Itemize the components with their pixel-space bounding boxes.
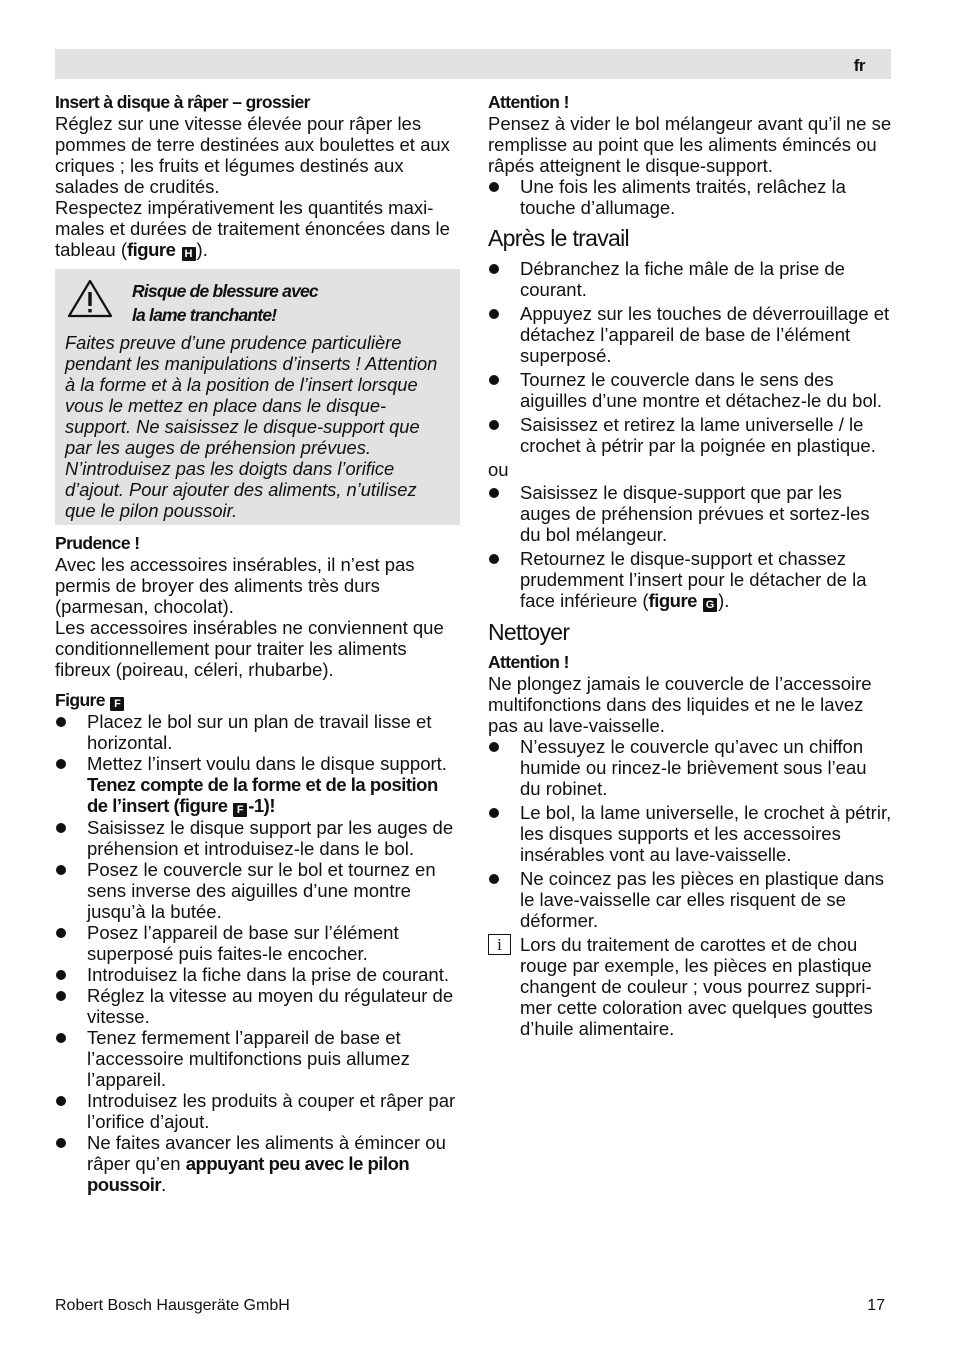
bullet-dot-icon [489,554,499,564]
right-column [488,92,892,1039]
list-item [488,369,892,411]
warning-triangle-icon [66,278,114,320]
bullet-dot-icon [56,717,66,727]
list-item-text: ). [718,590,730,611]
prudence-text-1: Avec les accessoires insérables, il n’est pas permis de broyer des aliments très durs (parmesan, chocolat). [55,554,415,617]
prudence-heading: Prudence ! [55,533,140,553]
bullet-dot-icon [56,970,66,980]
nettoyer-text: Ne plongez jamais le couvercle de l’accessoire multifonctions dans des liquides et ne le lavez pas au lave-vaisselle. [488,673,872,736]
list-item-text: Introduisez les produits à couper et râper par l’orifice d’ajout. [87,1090,456,1132]
info-text: Lors du traitement de carottes et de chou rouge par exemple, les pièces en plastique changent de couleur ; vous pourrez supprimer cette coloration avec quelques gouttes d’huile alimentaire. [520,934,873,1039]
list-item-text: Tenez fermement l’appareil de base et l’accessoire multifonctions puis allumez l’appareil. [87,1027,410,1090]
list-item [55,964,459,985]
apres-list [488,258,892,456]
insert-heading: Insert à disque à râper – grossier [55,92,310,112]
insert-text: Réglez sur une vitesse élevée pour râper les pommes de terre destinées aux boulettes et aux criques ; les fruits et légumes destinés aux salades de crudités. [55,113,450,197]
insert-text-2a: Respectez impérativement les quantités maximales et durées de traitement énoncées dans le tableau ( [55,197,450,260]
bullet-dot-icon [56,1033,66,1043]
figure-heading-label: Figure [55,690,105,710]
bullet-dot-icon [56,865,66,875]
list-item [488,258,892,300]
header-bar [55,49,891,79]
figure-steps-list [55,711,459,1195]
figure-letter-badge: F [233,803,247,817]
list-item-text: Introduisez la fiche dans la prise de courant. [87,964,449,985]
warning-box [55,269,460,525]
list-item-text: Une fois les aliments traités, relâchez la touche d’allumage. [520,176,846,218]
list-item-text: Posez l’appareil de base sur l’élément superposé puis faites-le encocher. [87,922,399,964]
figure-ref-word: figure [127,239,176,260]
list-item-text: Ne faites avancer les aliments à émincer ou râper qu’en [87,1132,446,1174]
nettoyer-title: Nettoyer [488,619,570,645]
nettoyer-attention-heading: Attention ! [488,652,569,672]
list-item-text: Retournez le disque-support et chassez prudemment l’insert pour le détacher de la face inférieure ( [520,548,867,611]
figure-heading [55,690,459,711]
warning-title [132,279,318,327]
list-item-text: N’essuyez le couvercle qu’avec un chiffon humide ou rincez-le brièvement sous l’eau du robinet. [520,736,867,799]
list-item [55,753,459,817]
bullet-dot-icon [56,928,66,938]
left-column [55,92,459,1195]
nettoyer-list [488,736,892,931]
list-item-text: Mettez l’insert voulu dans le disque support. [87,753,447,774]
list-item-text: Saisissez le disque support par les auges de préhension et introduisez-le dans le bol. [87,817,454,859]
list-item-text: Ne coincez pas les pièces en plastique dans le lave-vaisselle car elles risquent de se déformer. [520,868,885,931]
bullet-dot-icon [489,264,499,274]
warning-title-line-2: la lame tranchante! [132,305,277,325]
list-item [55,859,459,922]
list-item [488,482,892,545]
list-item [55,1090,459,1132]
warning-text: Faites preuve d’une prudence particulière pendant les manipulations d’inserts ! Attention à la forme et à la position de l’insert lorsque vous le mettez en place dans le disque-support. Ne saisissez le disque-support que par les auges de préhension prévues. N’introduisez pas les doigts dans l’orifice d’ajout. Pour ajouter des aliments, n’utilisez que le pilon poussoir. [65,332,438,521]
bullet-dot-icon [489,874,499,884]
list-item-text: Appuyez sur les touches de déverrouillage et détachez l’appareil de base de l’élément superposé. [520,303,890,366]
info-icon: i [488,934,511,955]
apres-list-2 [488,482,892,612]
list-item-text: Réglez la vitesse au moyen du régulateur de vitesse. [87,985,454,1027]
list-item-bold-text: appuyant peu avec le pilon poussoir [87,1153,410,1195]
footer-company: Robert Bosch Hausgeräte GmbH [55,1297,290,1314]
list-item [55,922,459,964]
list-item-text: Tournez le couvercle dans le sens des aiguilles d’une montre et détachez-le du bol. [520,369,883,411]
bullet-dot-icon [489,309,499,319]
attention-text: Pensez à vider le bol mélangeur avant qu’il ne se remplisse au point que les aliments émincés ou râpés atteignent le disque-support. [488,113,892,176]
ou-text: ou [488,459,509,480]
bullet-dot-icon [56,1138,66,1148]
prudence-text-2: Les accessoires insérables ne conviennent que conditionnellement pour traiter les aliments fibreux (poireau, céleri, rhubarbe). [55,617,444,680]
page-number: 17 [867,1297,885,1314]
apres-title: Après le travail [488,225,629,251]
bullet-dot-icon [489,742,499,752]
list-item [488,548,892,612]
warning-header [65,276,448,327]
list-item-text: Le bol, la lame universelle, le crochet à pétrir, les disques supports et les accessoires insérables vont au lave-vaisselle. [520,802,892,865]
figure-letter-badge: G [703,598,717,612]
info-note [488,934,892,1039]
list-item-text: . [161,1174,167,1195]
list-item-text: Saisissez le disque-support que par les auges de préhension prévues et sortez-les du bol mélangeur. [520,482,870,545]
bullet-dot-icon [489,488,499,498]
attention-list [488,176,892,218]
figure-letter-badge: H [182,247,196,261]
list-item-text: Débranchez la fiche mâle de la prise de courant. [520,258,845,300]
list-item [488,414,892,456]
bullet-dot-icon [489,420,499,430]
list-item-bold-text: -1)! [248,795,275,816]
list-item-text: Saisissez et retirez la lame universelle / le crochet à pétrir par la poignée en plastique. [520,414,876,456]
list-item [55,985,459,1027]
list-item [488,176,892,218]
bullet-dot-icon [56,1096,66,1106]
list-item [488,303,892,366]
list-item-bold-text: Tenez compte de la forme et de la position de l’insert (figure [87,774,438,816]
list-item-text: Placez le bol sur un plan de travail lisse et horizontal. [87,711,432,753]
list-item [488,802,892,865]
bullet-dot-icon [56,759,66,769]
bullet-dot-icon [56,991,66,1001]
insert-text-2b: ). [196,239,208,260]
language-label: fr [853,56,865,75]
insert-text-2 [55,197,459,261]
attention-heading: Attention ! [488,92,569,112]
bullet-dot-icon [56,823,66,833]
bullet-dot-icon [489,808,499,818]
list-item-text: Posez le couvercle sur le bol et tournez en sens inverse des aiguilles d’une montre jusqu’à la butée. [87,859,436,922]
figure-letter-badge: F [110,697,124,711]
list-item [55,1027,459,1090]
list-item [55,711,459,753]
bullet-dot-icon [489,375,499,385]
warning-title-line-1: Risque de blessure avec [132,281,318,301]
list-item [488,868,892,931]
bullet-dot-icon [489,182,499,192]
list-item [55,1132,459,1195]
list-item [488,736,892,799]
list-item [55,817,459,859]
figure-ref-word: figure [648,590,697,611]
